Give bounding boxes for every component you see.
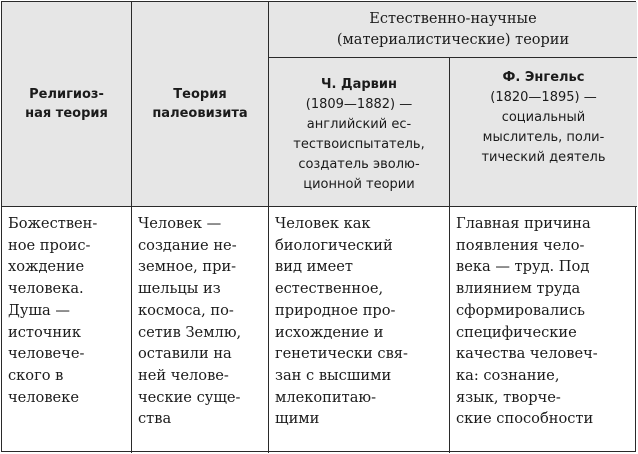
- cell-religious-theory: Божествен- ное проис- хождение человека. Душа — источник человече- ского в человеке: [2, 207, 132, 453]
- engels-description: (1820—1895) — социальный мыслитель, поли- тический деятель: [481, 90, 606, 165]
- cell-engels-theory: Главная причина появления чело- века — труд. Под влиянием труда сформировались специфические качества человеч- ка: сознание, язык, творче- ские способности: [456, 215, 598, 428]
- header-engels: [450, 58, 637, 207]
- darwin-description: (1809—1882) — английский ес- тествоиспытатель, создатель эволю- ционной теории: [293, 97, 425, 192]
- cell-darwin-theory: Человек как биологический вид имеет естественное, природное про- исхождение и генетически свя- зан с высшими млекопитаю- щими: [269, 207, 450, 453]
- engels-name: Ф. Энгельс: [502, 70, 585, 85]
- header-darwin: [269, 58, 450, 207]
- header-paleovisit-theory: Теория палеовизита: [132, 2, 269, 207]
- darwin-name: Ч. Дарвин: [321, 77, 397, 92]
- cell-paleovisit-theory: Человек — создание не- земное, при- шельцы из космоса, по- сетив Землю, оставили на ней челове- ческие суще- ства: [132, 207, 269, 453]
- theories-table: [1, 1, 636, 452]
- header-natural-science-theories: Естественно-научные (материалистические) теории: [269, 2, 637, 58]
- header-religious-theory: Религиоз- ная теория: [2, 2, 132, 207]
